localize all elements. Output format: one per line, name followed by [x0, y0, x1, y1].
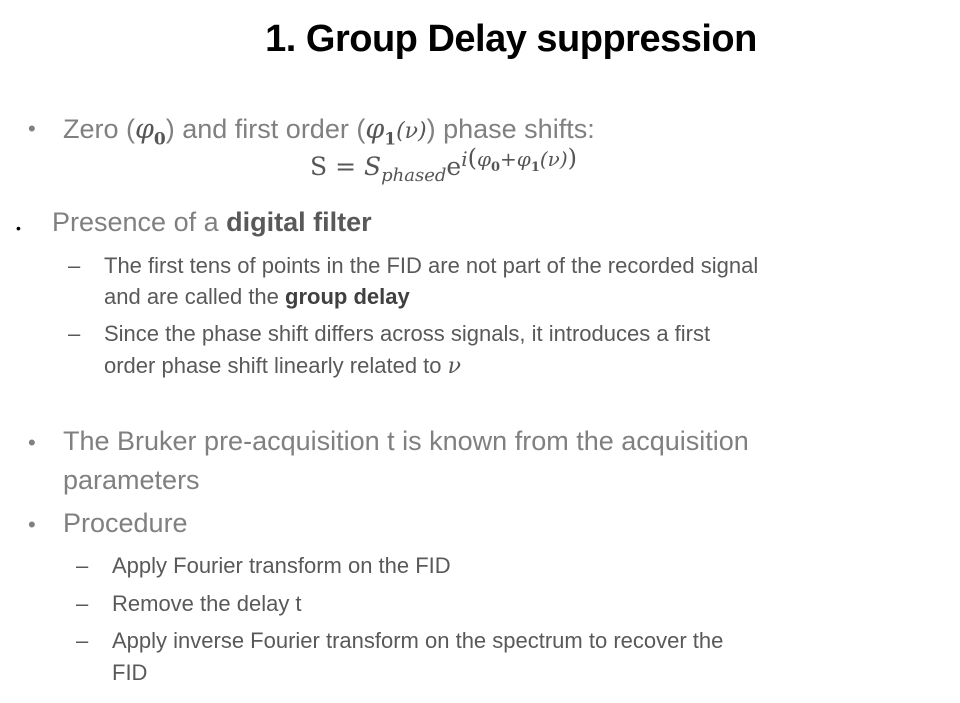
bullet-text: Presence of a: [52, 207, 227, 237]
eq-exp-i: i: [461, 146, 468, 171]
sub-bullet-marker: –: [68, 321, 81, 346]
bullet-text: Zero (: [63, 114, 136, 144]
bullet-bruker-line1: The Bruker pre-acquisition t is known from the acquisition: [63, 426, 749, 456]
sub-bullet-phase-line2: [104, 353, 461, 379]
eq-exp-plus: +: [500, 146, 517, 171]
sub-bullet-phase-line1: Since the phase shift differs across signals, it introduces a first: [104, 321, 711, 346]
eq-s-subscript: phased: [381, 165, 447, 186]
bullet-marker: •: [28, 430, 36, 455]
sub-bullet-marker: –: [76, 553, 89, 578]
sub-bullet-group-delay-line1: The first tens of points in the FID are not part of the recorded signal: [104, 253, 759, 278]
bullet-procedure: Procedure: [63, 508, 188, 538]
sub-bullet-marker: –: [76, 591, 89, 616]
sub-bullet-text: order phase shift linearly related to: [104, 353, 448, 378]
bullet-bold-text: digital filter: [226, 207, 372, 237]
phi0-symbol: φ: [135, 114, 154, 145]
eq-exp-arg: (ν): [539, 146, 568, 171]
eq-exp-phi1: φ: [516, 146, 531, 171]
procedure-step-remove-delay: Remove the delay t: [112, 591, 302, 616]
eq-exp-phi0-sub: 0: [490, 159, 501, 175]
sub-bullet-marker: –: [68, 253, 81, 278]
phi0-subscript: 0: [153, 129, 166, 150]
eq-lhs: S: [310, 152, 328, 181]
eq-exp-open: (: [467, 143, 477, 172]
sub-bullet-group-delay-line2: [104, 284, 410, 310]
bullet-text: ) phase shifts:: [426, 114, 595, 144]
sub-bullet-bold-text: group delay: [285, 284, 410, 309]
eq-s: S: [363, 152, 382, 181]
phase-equation: [310, 143, 577, 186]
nu-symbol: ν: [447, 354, 462, 379]
sub-bullet-marker: –: [76, 628, 89, 653]
bullet-digital-filter: [52, 207, 372, 238]
eq-equals: =: [327, 152, 364, 181]
sub-bullet-text: and are called the: [104, 284, 286, 309]
bullet-marker: •: [16, 220, 21, 236]
eq-exponent: [461, 143, 577, 175]
eq-exp-close: ): [567, 143, 577, 172]
procedure-step-inverse-line1: Apply inverse Fourier transform on the spectrum to recover the: [112, 628, 724, 653]
eq-exp-phi0: φ: [476, 146, 491, 171]
bullet-marker: •: [28, 512, 36, 537]
bullet-phase-shifts: [63, 114, 595, 150]
bullet-text: ) and first order (: [165, 114, 366, 144]
eq-exp-phi1-sub: 1: [530, 159, 540, 175]
phi1-subscript: 1: [384, 129, 397, 150]
slide-title: 1. Group Delay suppression: [265, 18, 757, 60]
phi1-symbol: φ: [365, 114, 385, 145]
procedure-step-fourier: Apply Fourier transform on the FID: [112, 553, 451, 578]
phi1-argument: (ν): [396, 119, 427, 144]
bullet-marker: •: [28, 116, 36, 141]
eq-e: e: [446, 152, 462, 181]
procedure-step-inverse-line2: FID: [112, 660, 148, 685]
bullet-bruker-line2: parameters: [63, 465, 200, 495]
